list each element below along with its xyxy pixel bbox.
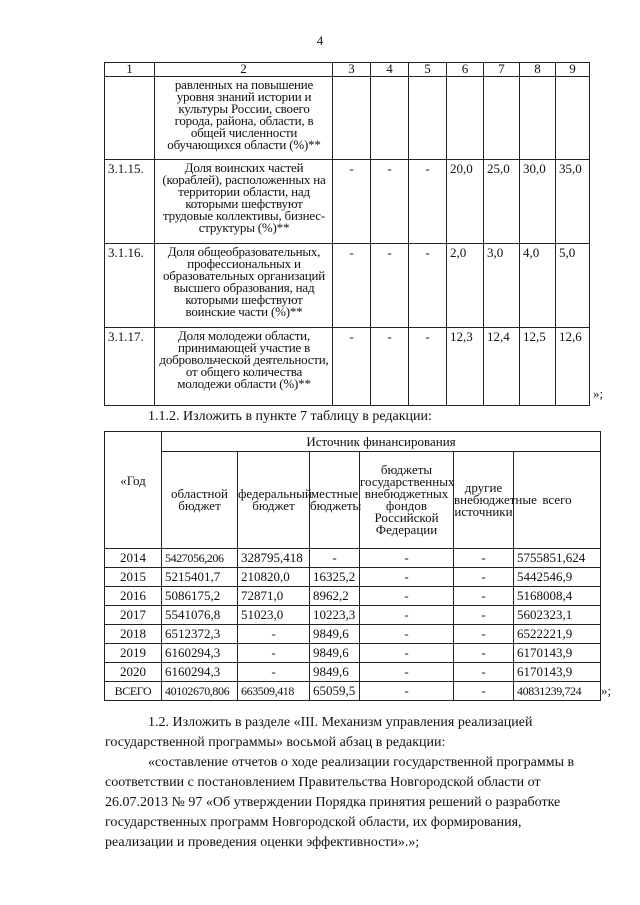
table-row [105,328,590,406]
total-cell: 5755851,624 [514,549,601,568]
indicator-number: 3.1.15. [105,160,155,244]
cell-c9 [556,77,590,160]
year-cell: 2018 [105,625,162,644]
col-4-header: 4 [371,63,409,77]
table1-closing-quote: »; [593,386,604,401]
section-1-2-line2: государственной программы» восьмой абзац в редакции: [105,735,446,750]
col-5-header: 5 [409,63,447,77]
regional-cell: 6512372,3 [162,625,238,644]
total-cell: 5168008,4 [514,587,601,606]
page-number: 4 [316,33,324,48]
other-cell: - [454,568,514,587]
quote-line1: «составление отчетов о ходе реализации государственной программы в [148,755,575,770]
indicator-text: Доля воинских частей (кораблей), расположенных на территории области, над которыми шефствуют трудовые коллективы, бизнес-структуры (%)** [155,160,333,244]
federal-cell: - [238,625,310,644]
cell-c8: 4,0 [520,244,556,328]
cell-c6 [447,77,484,160]
indicator-number: 3.1.17. [105,328,155,406]
local-cell: 9849,6 [310,644,360,663]
federal-cell: 51023,0 [238,606,310,625]
federal-budget-header: федеральный бюджет [238,452,310,549]
regional-cell: 5541076,8 [162,606,238,625]
local-cell: 65059,5 [310,682,360,701]
year-cell: 2016 [105,587,162,606]
col-2-header: 2 [155,63,333,77]
cell-c8: 12,5 [520,328,556,406]
col-8-header: 8 [520,63,556,77]
table-row [105,663,601,682]
table-row-total [105,682,601,701]
funding-source-header: Источник финансирования [162,432,601,452]
cell-c7: 12,4 [484,328,520,406]
cell-c4 [371,77,409,160]
other-cell: - [454,644,514,663]
cell-c5: - [409,328,447,406]
table-row [105,644,601,663]
other-cell: - [454,663,514,682]
funds-cell: - [360,549,454,568]
cell-c4: - [371,244,409,328]
local-cell: 8962,2 [310,587,360,606]
other-cell: - [454,625,514,644]
quote-line5: реализации и проведения оценки эффективности».»; [105,835,420,850]
total-cell: 5602323,1 [514,606,601,625]
cell-c6: 20,0 [447,160,484,244]
federal-cell: 663509,418 [238,682,310,701]
indicators-table [104,62,590,406]
indicator-text: Доля молодежи области, принимающей участие в добровольческой деятельности, от общего количества молодежи области (%)** [155,328,333,406]
funds-cell: - [360,568,454,587]
cell-c7: 25,0 [484,160,520,244]
regional-cell: 40102670,806 [162,682,238,701]
regional-cell: 6160294,3 [162,663,238,682]
total-cell: 6170143,9 [514,663,601,682]
quote-line2: соответствии с постановлением Правительства Новгородской области от [105,775,541,790]
other-sources-header: другие внебюджетные источники [454,452,514,549]
total-cell: 5442546,9 [514,568,601,587]
federal-cell: 72871,0 [238,587,310,606]
quote-line4: государственных программ Новгородской области, их формирования, [105,815,522,830]
year-cell: 2017 [105,606,162,625]
indicator-number: 3.1.16. [105,244,155,328]
indicators-header-row [105,63,590,77]
table-row [105,244,590,328]
cell-c7 [484,77,520,160]
federal-cell: 328795,418 [238,549,310,568]
table-row [105,549,601,568]
table-row [105,77,590,160]
year-cell: ВСЕГО [105,682,162,701]
local-cell: 10223,3 [310,606,360,625]
funds-cell: - [360,663,454,682]
table-row [105,587,601,606]
year-cell: 2015 [105,568,162,587]
cell-c4: - [371,160,409,244]
funds-cell: - [360,606,454,625]
quote-line3: 26.07.2013 № 97 «Об утверждении Порядка принятия решений о разработке [105,795,561,810]
cell-c7: 3,0 [484,244,520,328]
funds-cell: - [360,644,454,663]
total-cell: 40831239,724 [514,682,601,701]
indicator-text: Доля общеобразовательных, профессиональных и образовательных организаций высшего образования, над которыми шефствуют воинские части (%)** [155,244,333,328]
cell-c4: - [371,328,409,406]
cell-c8 [520,77,556,160]
local-cell: - [310,549,360,568]
col-9-header: 9 [556,63,590,77]
table-row [105,568,601,587]
regional-cell: 5427056,206 [162,549,238,568]
paragraph-1-1-2: 1.1.2. Изложить в пункте 7 таблицу в редакции: [148,409,432,424]
financing-table [104,431,601,701]
cell-c3: - [333,328,371,406]
indicator-number [105,77,155,160]
total-cell: 6522221,9 [514,625,601,644]
year-cell: 2020 [105,663,162,682]
cell-c5 [409,77,447,160]
total-cell: 6170143,9 [514,644,601,663]
other-cell: - [454,587,514,606]
table-row [105,160,590,244]
table-row [105,606,601,625]
local-cell: 9849,6 [310,625,360,644]
funds-cell: - [360,587,454,606]
state-funds-header: бюджеты государственных внебюджетных фондов Российской Федерации [360,452,454,549]
regional-cell: 6160294,3 [162,644,238,663]
year-header: «Год [105,432,162,549]
cell-c3: - [333,244,371,328]
local-budgets-header: местные бюджеты [310,452,360,549]
federal-cell: 210820,0 [238,568,310,587]
other-cell: - [454,682,514,701]
col-7-header: 7 [484,63,520,77]
total-header: всего [514,452,601,549]
cell-c9: 5,0 [556,244,590,328]
local-cell: 9849,6 [310,663,360,682]
year-cell: 2019 [105,644,162,663]
cell-c6: 12,3 [447,328,484,406]
cell-c9: 35,0 [556,160,590,244]
cell-c9: 12,6 [556,328,590,406]
regional-cell: 5215401,7 [162,568,238,587]
funds-cell: - [360,682,454,701]
local-cell: 16325,2 [310,568,360,587]
cell-c8: 30,0 [520,160,556,244]
other-cell: - [454,606,514,625]
cell-c3: - [333,160,371,244]
regional-budget-header: областной бюджет [162,452,238,549]
other-cell: - [454,549,514,568]
cell-c5: - [409,160,447,244]
federal-cell: - [238,663,310,682]
col-1-header: 1 [105,63,155,77]
indicator-text: равленных на повышение уровня знаний истории и культуры России, своего города, района, области, в общей численности обучающихся области (%)** [155,77,333,160]
financing-subheader-row [105,452,601,549]
federal-cell: - [238,644,310,663]
regional-cell: 5086175,2 [162,587,238,606]
table-row [105,625,601,644]
col-3-header: 3 [333,63,371,77]
table2-closing-quote: »; [601,683,612,698]
cell-c3 [333,77,371,160]
funds-cell: - [360,625,454,644]
col-6-header: 6 [447,63,484,77]
cell-c6: 2,0 [447,244,484,328]
section-1-2-line1: 1.2. Изложить в разделе «III. Механизм управления реализацией [148,715,533,730]
cell-c5: - [409,244,447,328]
year-cell: 2014 [105,549,162,568]
